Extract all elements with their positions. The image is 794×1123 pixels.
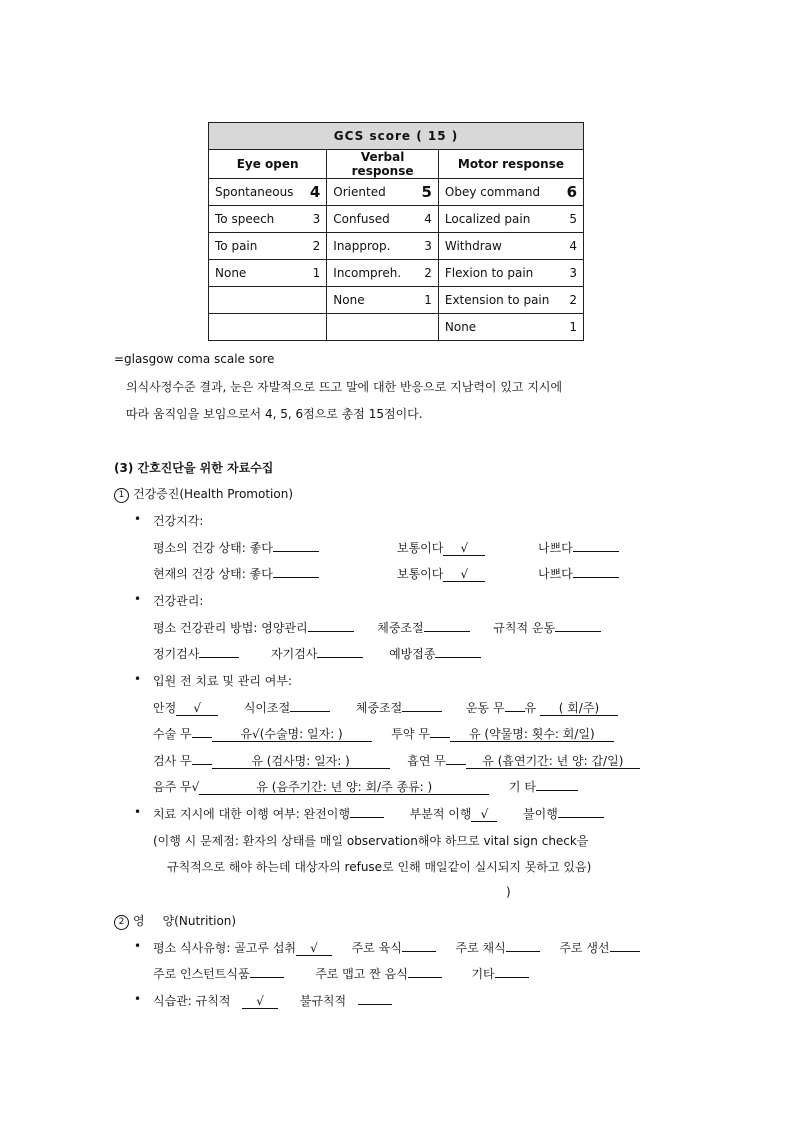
subsection-title: 건강증진(Health Promotion) xyxy=(133,487,294,501)
blank-field xyxy=(308,631,354,632)
eating-habit-row xyxy=(153,992,392,1009)
gcs-cell: To pain xyxy=(215,239,258,253)
blank-field xyxy=(446,764,466,765)
blank-field xyxy=(290,711,330,712)
blank-field xyxy=(250,977,284,978)
field-label: 건강지각: xyxy=(153,514,204,528)
gcs-note-title: =glasgow coma scale sore xyxy=(114,352,275,366)
field-label: 운동 무 xyxy=(465,701,505,715)
blank-field: 유√(수술명: 일자: ) xyxy=(212,728,372,742)
blank-field: 유 (검사명: 일자: ) xyxy=(212,755,390,769)
field-label: 자기검사 xyxy=(271,647,318,661)
bullet-icon: • xyxy=(134,512,142,526)
blank-field xyxy=(402,711,442,712)
blank-field xyxy=(573,551,619,552)
blank-field xyxy=(317,657,363,658)
table-row xyxy=(209,260,584,287)
field-label: 주로 맵고 짠 음식 xyxy=(315,967,408,981)
blank-field xyxy=(435,657,481,658)
compliance-problem-line: (이행 시 문제점: 환자의 상태를 매일 observation해야 하므로 vital sign check을 xyxy=(153,834,589,848)
current-health-row xyxy=(153,565,319,582)
field-label: 검사 무 xyxy=(153,754,192,768)
usual-health-normal xyxy=(397,539,485,556)
field-label: 예방접종 xyxy=(389,647,436,661)
field-label: 안정 xyxy=(153,701,177,715)
gcs-score: 1 xyxy=(312,266,321,280)
gcs-score: 3 xyxy=(424,239,432,253)
gcs-score: 5 xyxy=(569,212,577,226)
field-label: 수술 무 xyxy=(153,727,192,741)
gcs-score: 4 xyxy=(424,212,432,226)
field-label: 불이행 xyxy=(523,807,558,821)
compliance-problem-line: 규칙적으로 해야 하는데 대상자의 refuse로 인해 매일같이 실시되지 못하고 있음) xyxy=(167,860,592,874)
field-label: 기 타 xyxy=(508,780,536,794)
table-row xyxy=(209,233,584,260)
field-label: 치료 지시에 대한 이행 여부: 완전이행 xyxy=(153,807,350,821)
pre-admission-row-4 xyxy=(153,778,578,795)
gcs-score: 2 xyxy=(312,239,321,253)
subsection-title: 양(Nutrition) xyxy=(162,914,237,928)
field-label: 주로 채식 xyxy=(455,941,506,955)
circle-number: 2 xyxy=(114,915,129,930)
gcs-score: 1 xyxy=(569,320,577,334)
check-field: √ xyxy=(296,942,332,956)
nutrition-heading xyxy=(114,912,236,930)
gcs-cell: Withdraw xyxy=(444,239,502,253)
gcs-header-motor: Motor response xyxy=(438,150,583,179)
field-label: 식이조절 xyxy=(243,701,291,715)
table-row xyxy=(209,206,584,233)
gcs-header-verbal: Verbal response xyxy=(327,150,439,179)
blank-field xyxy=(424,631,470,632)
gcs-header-eye: Eye open xyxy=(209,150,327,179)
bullet-icon: • xyxy=(134,592,142,606)
blank-field xyxy=(273,577,319,578)
check-field: √ xyxy=(242,995,278,1009)
gcs-score: 5 xyxy=(421,183,432,201)
gcs-cell: None xyxy=(444,320,477,334)
usual-health-row xyxy=(153,539,319,556)
gcs-cell: None xyxy=(333,293,365,307)
gcs-score: 6 xyxy=(566,183,577,201)
gcs-score: 3 xyxy=(569,266,577,280)
compliance-row xyxy=(153,805,604,822)
bullet-icon: • xyxy=(134,672,142,686)
blank-field xyxy=(430,737,450,738)
blank-field xyxy=(402,951,436,952)
check-field: √ xyxy=(443,542,485,556)
pre-admission-row-1 xyxy=(153,699,618,716)
usual-health-bad xyxy=(538,539,619,556)
diet-type-row-2 xyxy=(153,965,529,982)
blank-field xyxy=(192,764,212,765)
field-label: 흡연 무 xyxy=(407,754,446,768)
blank-field: 유 (흡연기간: 년 양: 갑/일) xyxy=(466,755,640,769)
current-health-bad xyxy=(538,565,619,582)
check-field: √ xyxy=(471,808,497,822)
blank-field xyxy=(555,631,601,632)
field-label: 투약 무 xyxy=(391,727,430,741)
bullet-icon: • xyxy=(134,805,142,819)
field-label: 식습관: 규칙적 xyxy=(153,994,231,1008)
field-label: 정기검사 xyxy=(153,647,200,661)
pre-admission-row-3 xyxy=(153,752,640,769)
field-label: 음주 무√ xyxy=(153,780,200,794)
pre-admission-row-2 xyxy=(153,725,614,742)
field-label: 평소 식사유형: 골고루 섭취 xyxy=(153,941,296,955)
gcs-cell: Oriented xyxy=(333,185,386,199)
field-label: 주로 인스턴트식품 xyxy=(153,967,250,981)
blank-field xyxy=(408,977,442,978)
management-row-1 xyxy=(153,619,601,636)
bullet-icon: • xyxy=(134,992,142,1006)
gcs-cell: Inapprop. xyxy=(333,239,391,253)
blank-field xyxy=(573,577,619,578)
blank-field xyxy=(536,790,578,791)
gcs-cell: Localized pain xyxy=(444,212,531,226)
gcs-cell: Incompreh. xyxy=(333,266,402,280)
section-heading: (3) 간호진단을 위한 자료수집 xyxy=(114,461,274,475)
field-label: 체중조절 xyxy=(355,701,403,715)
table-row xyxy=(209,287,584,314)
field-label: 주로 생선 xyxy=(559,941,610,955)
gcs-cell: To speech xyxy=(215,212,275,226)
current-health-normal xyxy=(397,565,485,582)
blank-field: ( 회/주) xyxy=(540,702,618,716)
blank-field xyxy=(558,817,604,818)
management-row-2 xyxy=(153,645,481,662)
gcs-cell: Flexion to pain xyxy=(444,266,534,280)
blank-field: 유 (음주기간: 년 양: 회/주 종류: ) xyxy=(199,781,489,795)
field-label: 평소 건강관리 방법: 영양관리 xyxy=(153,621,308,635)
blank-field xyxy=(273,551,319,552)
blank-field xyxy=(192,737,212,738)
field-label: 부분적 이행 xyxy=(409,807,472,821)
blank-field xyxy=(199,657,239,658)
gcs-cell: Obey command xyxy=(444,185,541,199)
field-label: 나쁘다 xyxy=(538,567,573,581)
gcs-table xyxy=(208,122,584,341)
blank-field xyxy=(610,951,640,952)
gcs-score: 4 xyxy=(309,183,321,201)
gcs-cell: Extension to pain xyxy=(444,293,550,307)
field-label: 건강관리: xyxy=(153,594,204,608)
field-label: 평소의 건강 상태: 좋다 xyxy=(153,541,273,555)
gcs-note-line: 의식사정수준 결과, 눈은 자발적으로 뜨고 말에 대한 반응으로 지남력이 있고 지시에 xyxy=(126,380,563,394)
gcs-title: GCS score ( 15 ) xyxy=(209,123,584,150)
gcs-cell: Confused xyxy=(333,212,390,226)
field-label: 입원 전 치료 및 관리 여부: xyxy=(153,674,293,688)
field-label: 유 xyxy=(524,701,537,715)
check-field: √ xyxy=(443,568,485,582)
blank-field: 유 (약물명: 횟수: 회/일) xyxy=(450,728,614,742)
table-row xyxy=(209,314,584,341)
compliance-close: ) xyxy=(506,885,511,899)
circle-number: 1 xyxy=(114,488,129,503)
field-label: 나쁘다 xyxy=(538,541,573,555)
field-label: 현재의 건강 상태: 좋다 xyxy=(153,567,273,581)
field-label: 체중조절 xyxy=(377,621,424,635)
gcs-cell: None xyxy=(215,266,247,280)
health-promotion-heading xyxy=(114,485,293,503)
gcs-score: 3 xyxy=(312,212,321,226)
gcs-score: 2 xyxy=(424,266,432,280)
blank-field xyxy=(505,711,525,712)
field-label: 불규칙적 xyxy=(299,994,347,1008)
gcs-note-line: 따라 움직임을 보임으로서 4, 5, 6점으로 총점 15점이다. xyxy=(126,407,423,421)
field-label: 기타 xyxy=(471,967,495,981)
field-label: 보통이다 xyxy=(397,541,444,555)
blank-field xyxy=(506,951,540,952)
bullet-icon: • xyxy=(134,939,142,953)
gcs-score: 2 xyxy=(569,293,577,307)
blank-field xyxy=(358,1004,392,1005)
gcs-score: 1 xyxy=(424,293,432,307)
field-label: 보통이다 xyxy=(397,567,444,581)
field-label: 주로 육식 xyxy=(351,941,402,955)
gcs-score: 4 xyxy=(569,239,577,253)
gcs-cell: Spontaneous xyxy=(215,185,294,199)
check-field: √ xyxy=(176,702,218,716)
table-row xyxy=(209,179,584,206)
field-label: 규칙적 운동 xyxy=(493,621,556,635)
subsection-title: 영 xyxy=(133,914,145,928)
blank-field xyxy=(350,817,384,818)
diet-type-row-1 xyxy=(153,939,640,956)
blank-field xyxy=(495,977,529,978)
